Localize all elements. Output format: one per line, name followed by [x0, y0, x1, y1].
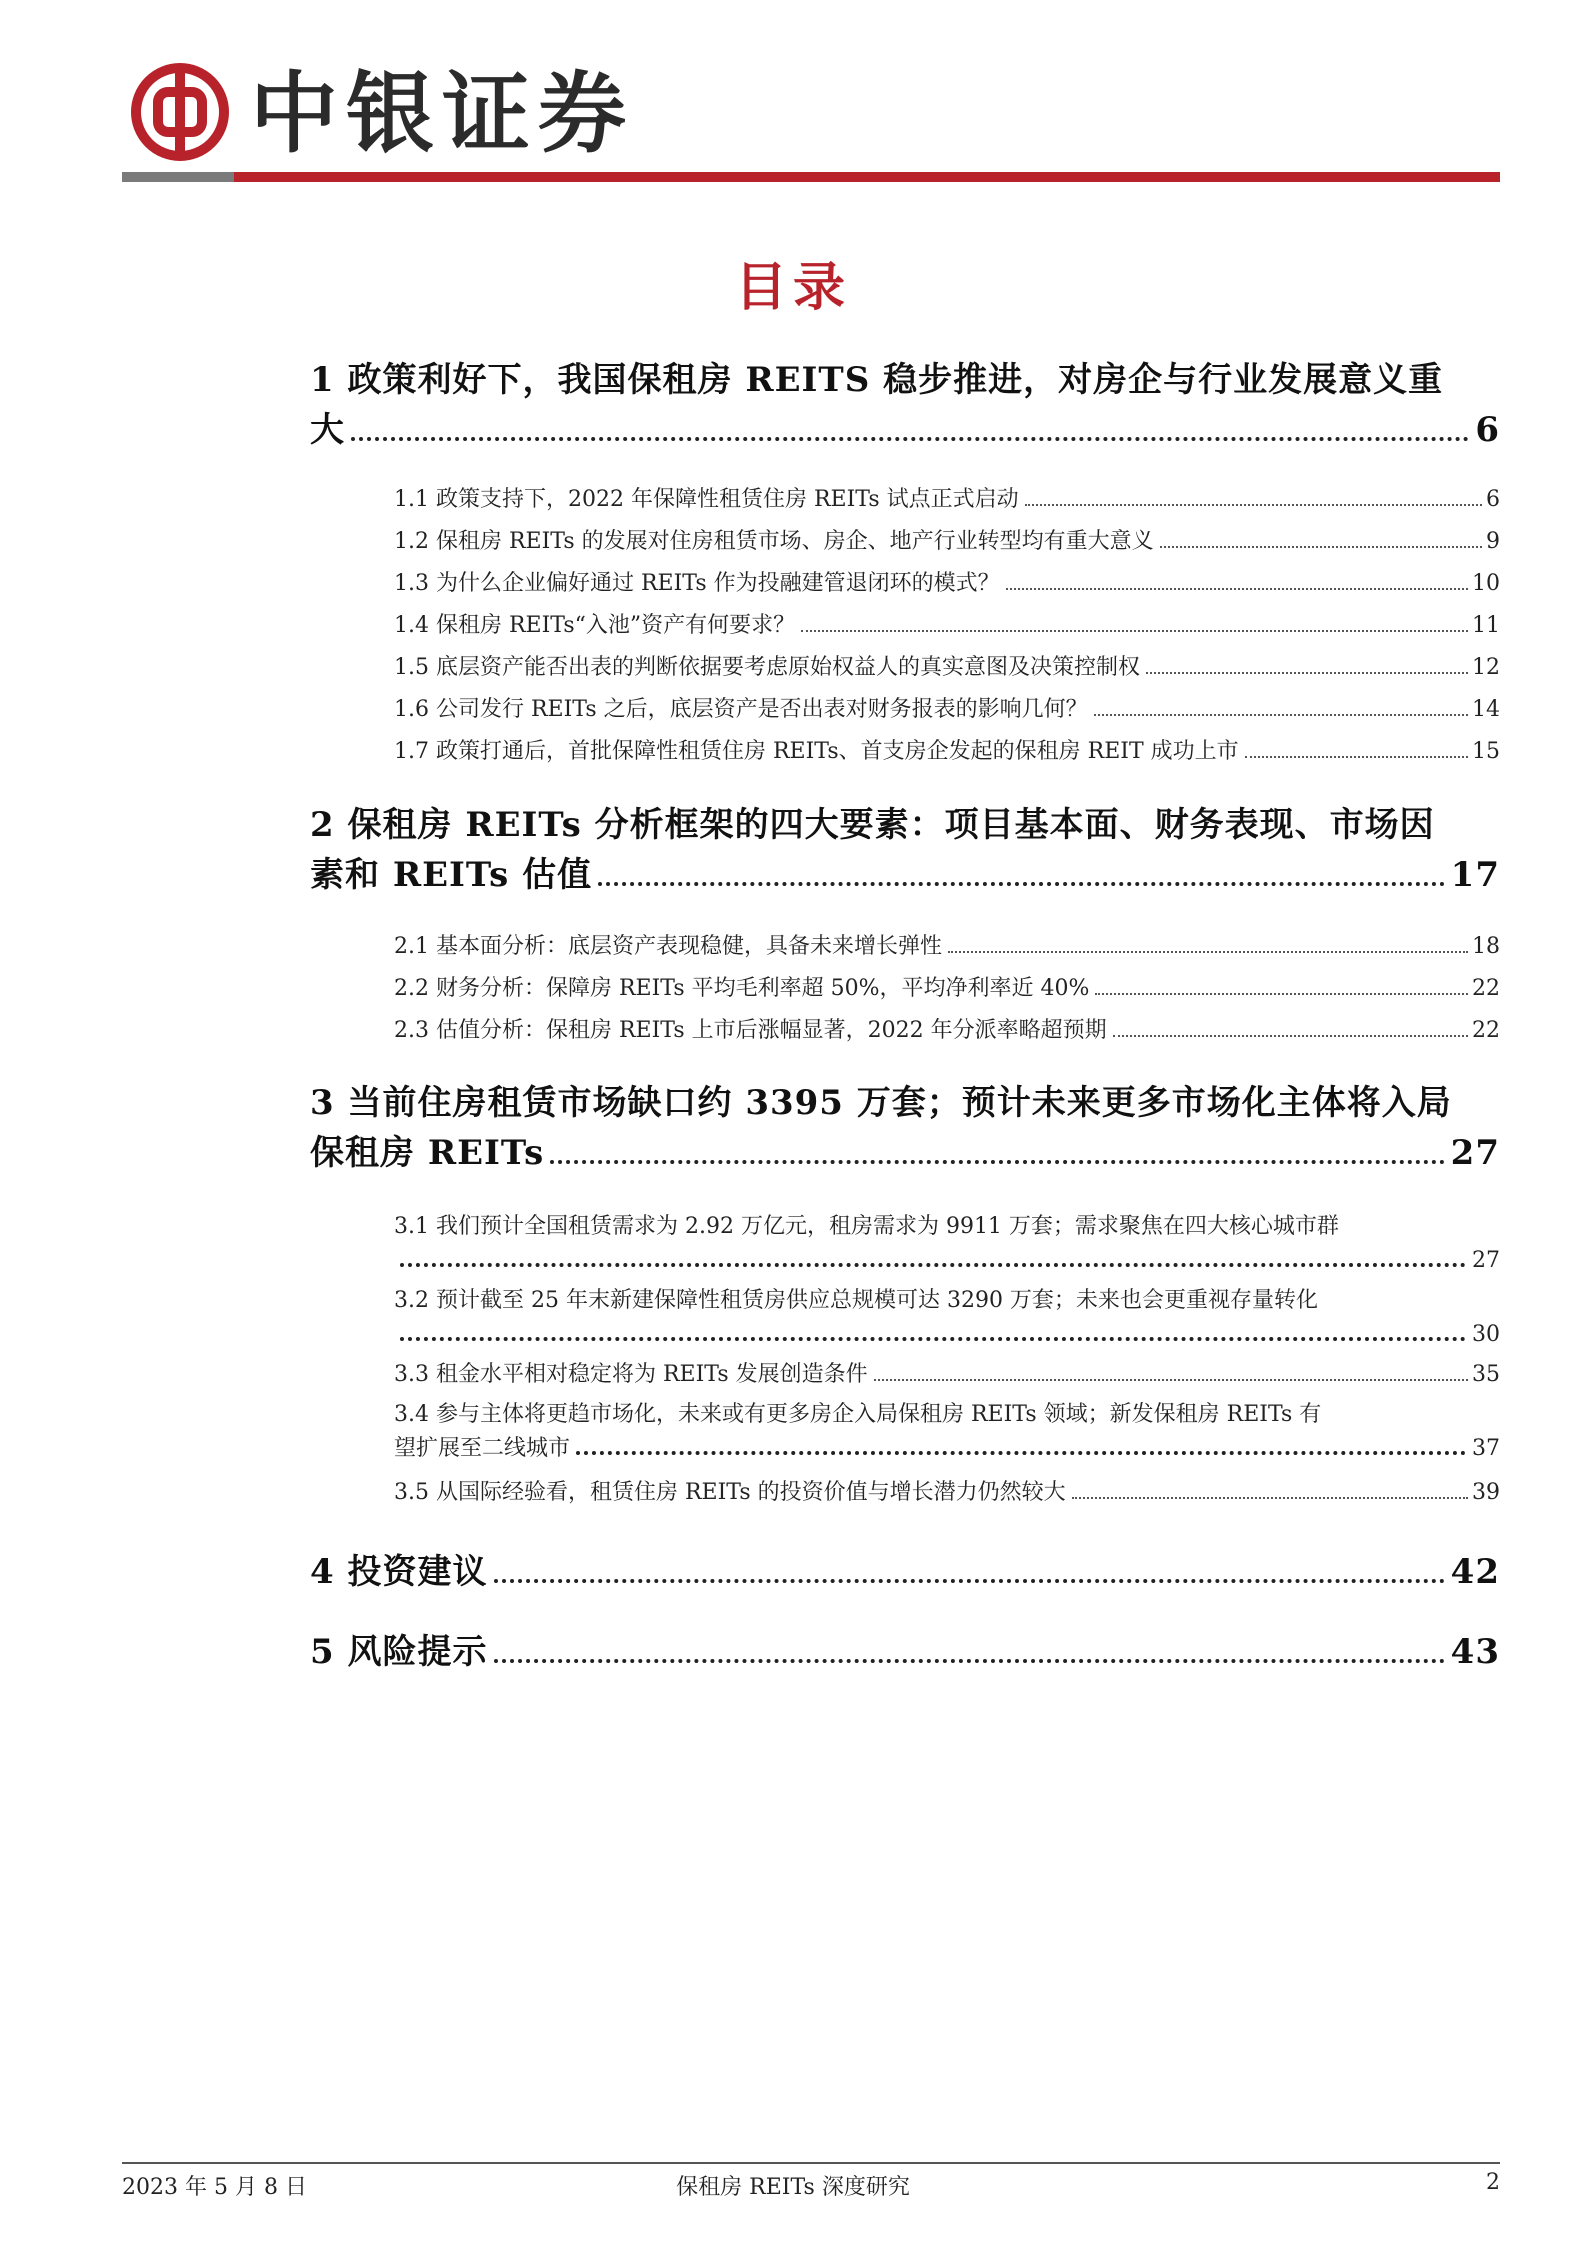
toc-sub-entry-1-2[interactable]	[394, 525, 1500, 559]
toc-main-entry-line1: 1 政策利好下，我国保租房 REITS 稳步推进，对房企与行业发展意义重	[310, 360, 1444, 400]
dot-leader	[400, 1337, 1466, 1341]
toc-main-entry-line1: 3 当前住房租赁市场缺口约 3395 万套；预计未来更多市场化主体将入局	[310, 1083, 1452, 1123]
header-rule-gray	[122, 172, 234, 182]
dot-leader	[598, 882, 1445, 886]
dot-leader	[351, 437, 1469, 441]
dot-leader	[801, 630, 1468, 632]
toc-sub-entry-line1: 3.1 我们预计全国租赁需求为 2.92 万亿元，租房需求为 9911 万套；需求聚焦在四大核心城市群	[394, 1214, 1339, 1239]
footer-date: 2023 年 5 月 8 日	[122, 2175, 307, 2200]
toc-page-number: 11	[1472, 613, 1500, 638]
toc-page-number: 43	[1450, 1632, 1500, 1672]
dot-leader	[1095, 993, 1468, 995]
toc-page-number: 17	[1450, 855, 1500, 895]
toc-page-number: 14	[1472, 697, 1500, 722]
toc-page-number: 10	[1472, 571, 1500, 596]
toc-page-number: 12	[1472, 655, 1500, 680]
toc-sub-entry-3-5[interactable]	[394, 1476, 1500, 1510]
toc-sub-entry-3-2[interactable]	[394, 1284, 1500, 1352]
toc-sub-entry-text: 2.3 估值分析：保租房 REITs 上市后涨幅显著，2022 年分派率略超预期	[394, 1018, 1107, 1043]
dot-leader	[1025, 504, 1482, 506]
toc-page-number: 18	[1472, 934, 1500, 959]
toc-sub-entry-text: 1.5 底层资产能否出表的判断依据要考虑原始权益人的真实意图及决策控制权	[394, 655, 1140, 680]
toc-sub-entry-text: 1.1 政策支持下，2022 年保障性租赁住房 REITs 试点正式启动	[394, 487, 1019, 512]
dot-leader	[550, 1160, 1444, 1164]
toc-sub-entry-text: 望扩展至二线城市	[394, 1436, 571, 1461]
dot-leader	[1094, 714, 1468, 716]
toc-sub-entry-line1: 3.4 参与主体将更趋市场化，未来或有更多房企入局保租房 REITs 领域；新发保租房 REITs 有	[394, 1402, 1322, 1427]
toc-main-entry-line2: 4 投资建议	[310, 1552, 488, 1592]
toc-main-entry-5[interactable]	[310, 1627, 1500, 1677]
toc-sub-entry-1-5[interactable]	[394, 651, 1500, 685]
toc-title: 目录	[734, 258, 851, 318]
toc-page-number: 9	[1486, 529, 1500, 554]
toc-page-number: 37	[1472, 1436, 1500, 1461]
toc-page-number: 35	[1472, 1362, 1500, 1387]
toc-sub-entry-3-1[interactable]	[394, 1210, 1500, 1278]
footer-title: 保租房 REITs 深度研究	[676, 2175, 910, 2200]
dot-leader	[1245, 756, 1468, 758]
toc-main-entry-line2: 大	[310, 410, 345, 450]
toc-sub-entry-2-3[interactable]	[394, 1014, 1500, 1048]
bank-of-china-logo-icon	[130, 62, 230, 162]
toc-page-number: 6	[1475, 410, 1500, 450]
toc-sub-entry-text: 3.5 从国际经验看，租赁住房 REITs 的投资价值与增长潜力仍然较大	[394, 1480, 1066, 1505]
toc-sub-entry-1-6[interactable]	[394, 693, 1500, 727]
toc-sub-entry-line1: 3.2 预计截至 25 年末新建保障性租赁房供应总规模可达 3290 万套；未来也会更重视存量转化	[394, 1288, 1318, 1313]
toc-page-number: 22	[1472, 1018, 1500, 1043]
toc-main-entry-4[interactable]	[310, 1547, 1500, 1597]
dot-leader	[1160, 546, 1482, 548]
dot-leader	[494, 1579, 1445, 1583]
dot-leader	[494, 1659, 1445, 1663]
toc-main-entry-3[interactable]	[310, 1078, 1500, 1178]
dot-leader	[948, 951, 1468, 953]
dot-leader	[1146, 672, 1468, 674]
dot-leader	[576, 1451, 1466, 1455]
brand-name: 中银证券	[250, 61, 635, 165]
toc-main-entry-line1: 2 保租房 REITs 分析框架的四大要素：项目基本面、财务表现、市场因	[310, 805, 1435, 845]
toc-sub-entry-text: 1.7 政策打通后，首批保障性租赁住房 REITs、首支房企发起的保租房 REIT 成功上市	[394, 739, 1239, 764]
toc-main-entry-1[interactable]	[310, 355, 1500, 455]
dot-leader	[1072, 1497, 1468, 1499]
toc-sub-entry-3-4[interactable]	[394, 1398, 1500, 1466]
toc-page-number: 15	[1472, 739, 1500, 764]
dot-leader	[1006, 588, 1468, 590]
dot-leader	[874, 1379, 1468, 1381]
toc-sub-entry-text: 1.2 保租房 REITs 的发展对住房租赁市场、房企、地产行业转型均有重大意义	[394, 529, 1154, 554]
toc-main-entry-line2: 素和 REITs 估值	[310, 855, 593, 895]
toc-sub-entry-text: 3.3 租金水平相对稳定将为 REITs 发展创造条件	[394, 1362, 868, 1387]
toc-main-entry-line2: 5 风险提示	[310, 1632, 488, 1672]
toc-main-entry-2[interactable]	[310, 800, 1500, 900]
toc-page-number: 42	[1450, 1552, 1500, 1592]
toc-main-entry-line2: 保租房 REITs	[310, 1133, 545, 1173]
dot-leader	[1113, 1035, 1468, 1037]
toc-sub-entry-text: 1.4 保租房 REITs“入池”资产有何要求？	[394, 613, 796, 638]
toc-sub-entry-text: 1.3 为什么企业偏好通过 REITs 作为投融建管退闭环的模式？	[394, 571, 1000, 596]
header-rule-red	[234, 172, 1500, 182]
footer-rule	[122, 2162, 1500, 2164]
toc-sub-entry-1-1[interactable]	[394, 483, 1500, 517]
toc-sub-entry-1-7[interactable]	[394, 735, 1500, 769]
toc-sub-entry-text: 1.6 公司发行 REITs 之后，底层资产是否出表对财务报表的影响几何？	[394, 697, 1088, 722]
footer-page-number: 2	[1486, 2170, 1500, 2195]
toc-sub-entry-2-1[interactable]	[394, 930, 1500, 964]
toc-sub-entry-text: 2.1 基本面分析：底层资产表现稳健，具备未来增长弹性	[394, 934, 942, 959]
toc-sub-entry-2-2[interactable]	[394, 972, 1500, 1006]
toc-page-number: 27	[1472, 1248, 1500, 1273]
toc-page-number: 39	[1472, 1480, 1500, 1505]
dot-leader	[400, 1263, 1466, 1267]
toc-sub-entry-3-3[interactable]	[394, 1358, 1500, 1392]
toc-page-number: 6	[1486, 487, 1500, 512]
toc-sub-entry-1-4[interactable]	[394, 609, 1500, 643]
toc-sub-entry-1-3[interactable]	[394, 567, 1500, 601]
toc-page-number: 27	[1450, 1133, 1500, 1173]
toc-page-number: 30	[1472, 1322, 1500, 1347]
toc-page-number: 22	[1472, 976, 1500, 1001]
toc-sub-entry-text: 2.2 财务分析：保障房 REITs 平均毛利率超 50%，平均净利率近 40%	[394, 976, 1090, 1001]
